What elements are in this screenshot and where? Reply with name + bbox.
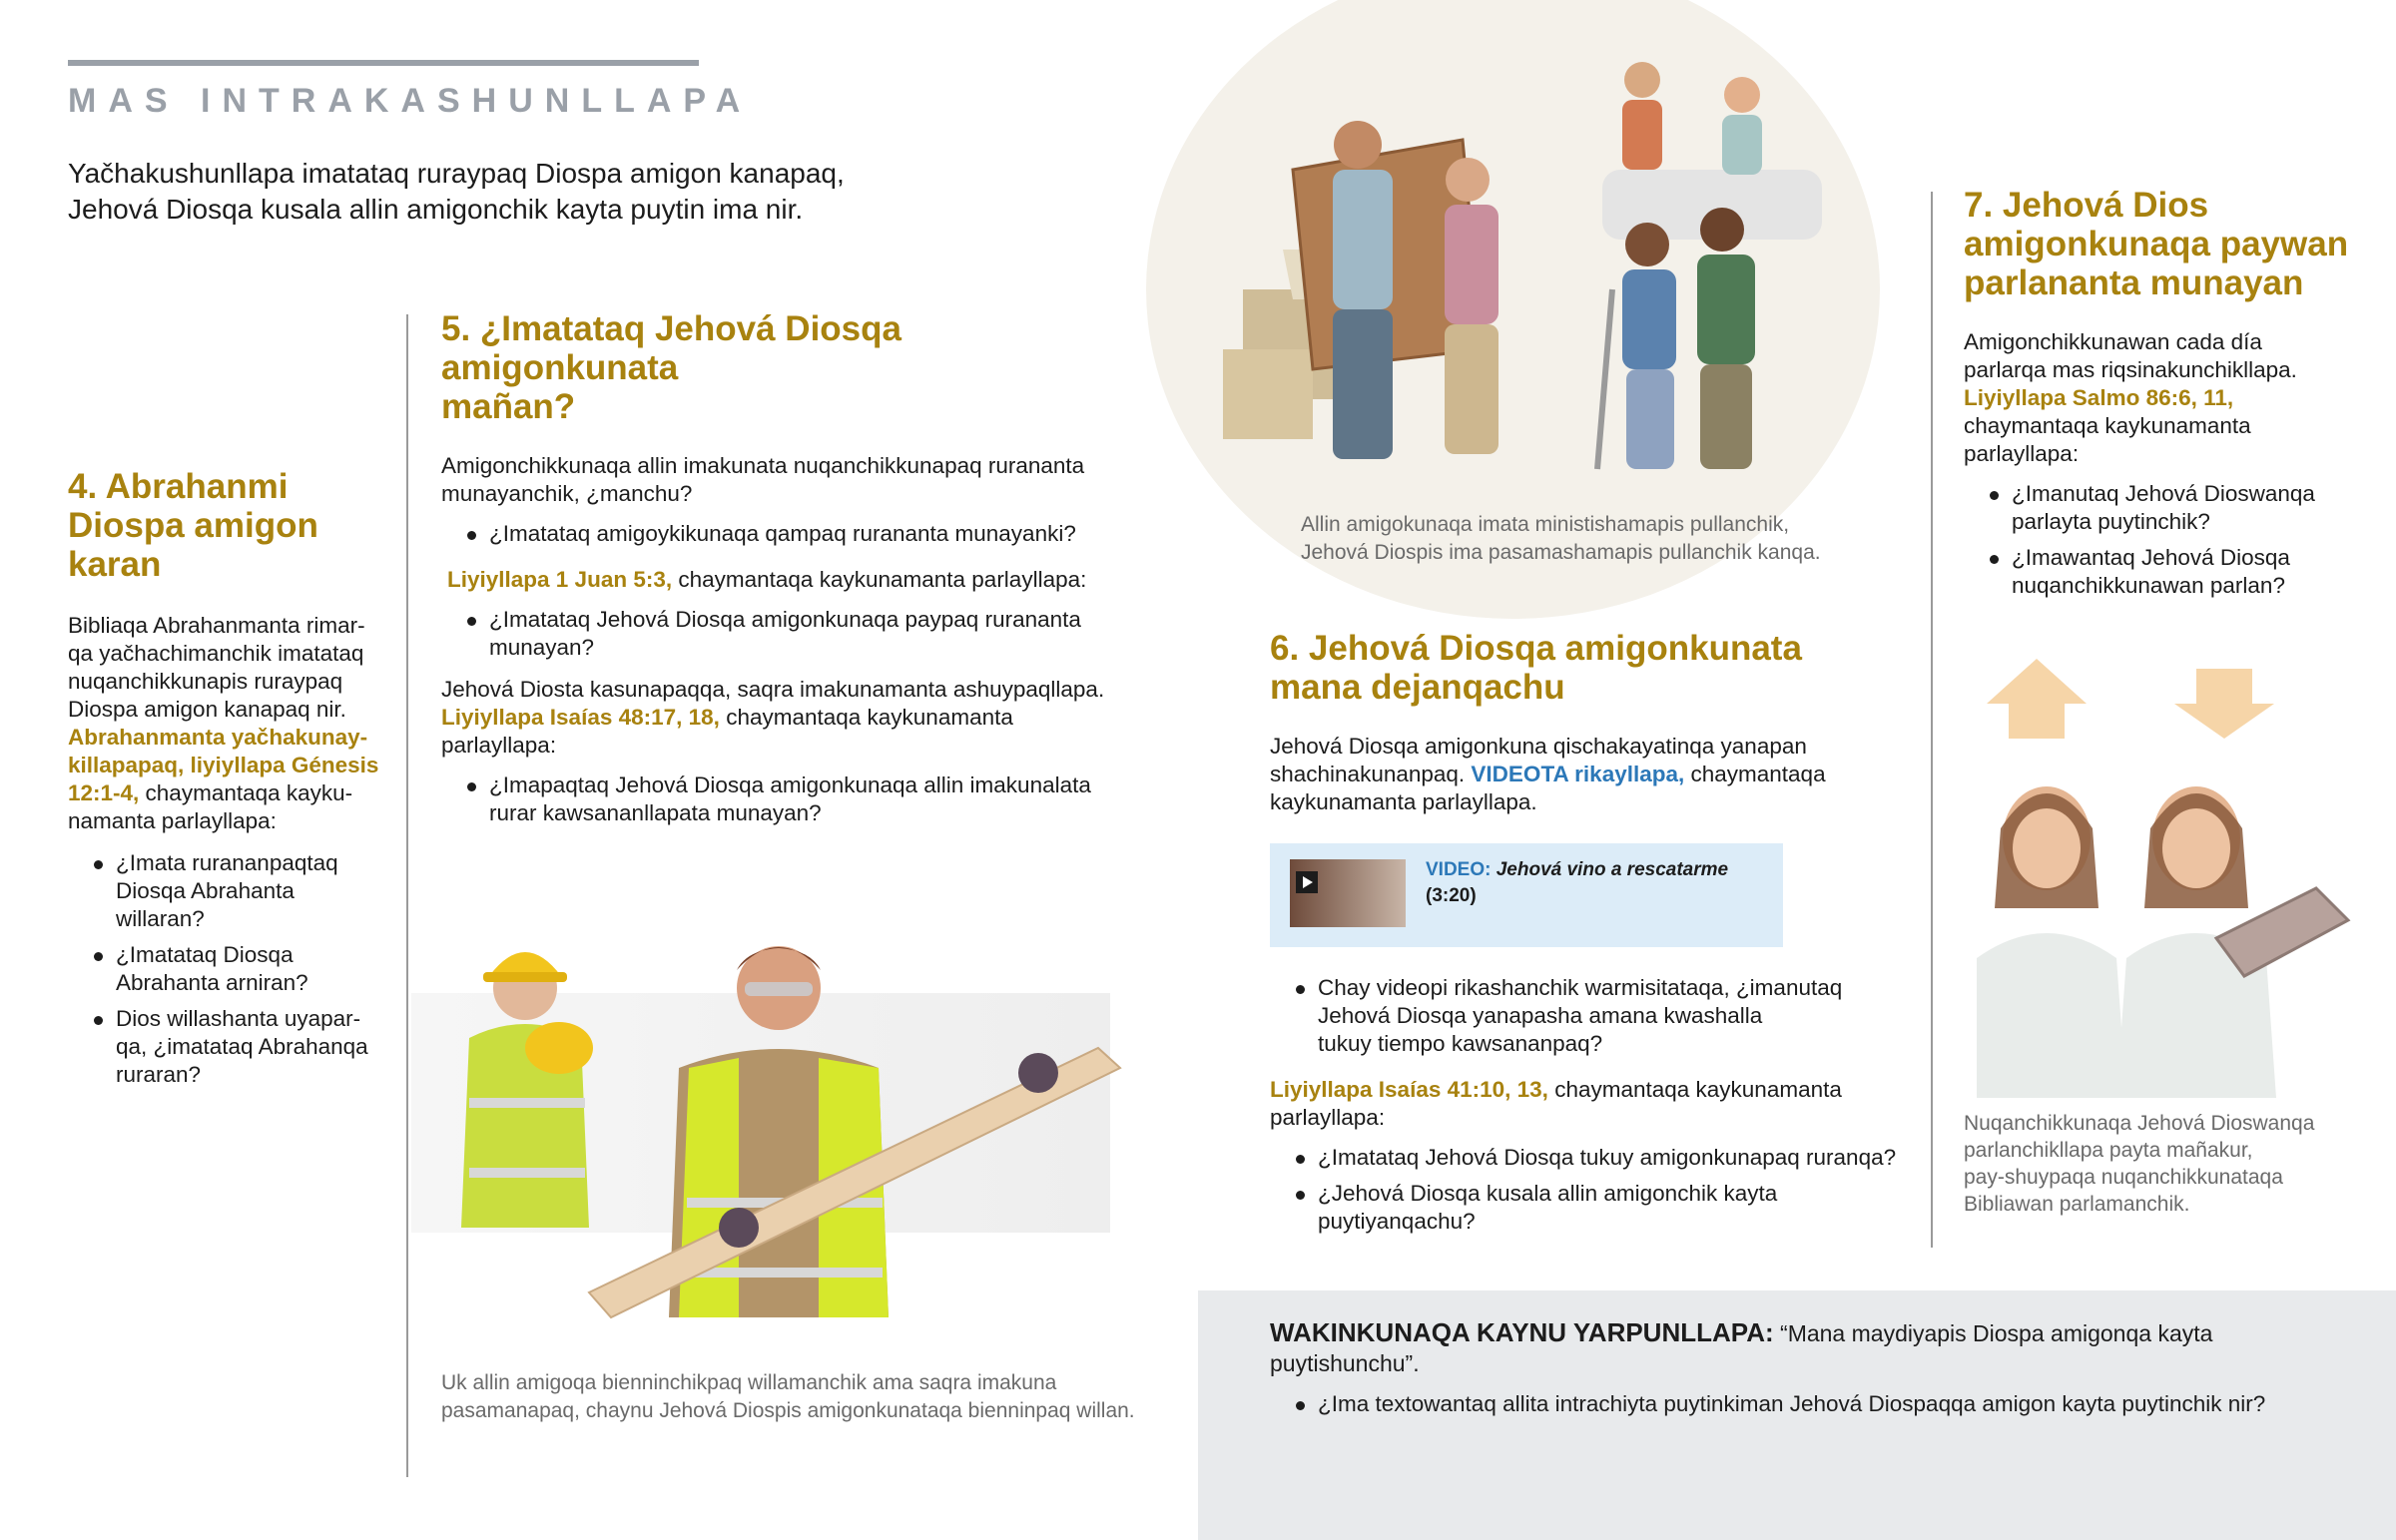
section-4-questions [68,849,387,1089]
section-5-question-3 [441,771,1140,827]
scripture-link-1-juan[interactable]: Liyiyllapa 1 Juan 5:3, [447,567,673,592]
question-line: ¿Imatataq Jehová Diosqa amigonkunaqa paypaq rurananta [489,607,1081,632]
section-5-read-1 [441,566,1140,594]
read-line: Abrahanmanta yačhakunay- [68,725,368,750]
intro-line: Jehová Diosqa kusala allin amigonchik kayta puytin ima nir. [68,194,804,225]
section-6-top-caption [1301,511,1821,567]
section-5-heading [441,309,1140,426]
caption-line: Uk allin amigoqa bienninchikpaq willamanchik ama saqra imakuna [441,1371,1057,1394]
video-info [1426,857,1728,909]
reflection-content [1270,1317,2348,1426]
question-line: ¿Imanutaq Jehová Dioswanqa [2012,481,2315,506]
heading-line: 7. Jehová Dios [1964,186,2209,225]
reflection-quote: “Mana maydiyapis Diospa amigonqa kayta [1773,1320,2213,1346]
body-line: Amigonchikkunawan cada día [1964,329,2262,354]
video-label: VIDEO: [1426,859,1492,880]
body-text: shachinakunanpaq. [1270,762,1472,786]
column-divider [406,314,408,1477]
question-line: rurar kawsananllapata munayan? [489,800,822,825]
heading-line: 5. ¿Imatataq Jehová Diosqa amigonkunata [441,309,901,387]
workers-illustration [439,898,1128,1347]
reflection-quote-line-2: puytishunchu”. [1270,1350,1420,1376]
section-5-caption [441,1369,1135,1425]
caption-line: Allin amigokunaqa imata ministishamapis pullanchik, [1301,513,1790,536]
body-line: qa yačhachimanchik imatataq [68,641,364,666]
column-divider [1931,192,1933,1248]
older-worker-figure [461,952,593,1228]
read-suffix: chaymantaqa kaykunamanta [1547,1077,1842,1102]
read-line: killapapaq, liyiyllapa Génesis [68,753,379,777]
question-item [68,849,387,933]
question-line: parlayta puytinchik? [2012,509,2210,534]
header-rule [68,60,699,66]
body-line: nuqanchikkunapis ruraypaq [68,669,343,694]
intro-line: Yačhakushunllapa imatataq ruraypaq Diospa amigon kanapaq, [68,158,845,189]
scripture-link-genesis[interactable] [68,724,387,807]
section-7-heading [1964,186,2363,302]
read-suffix: chaymantaqa kayku- [139,780,353,805]
question-line: Abrahanta arniran? [116,970,308,995]
heading-line: 6. Jehová Diosqa amigonkunata [1270,629,1802,668]
section-6 [1270,629,1909,816]
body-line: kaykunamanta parlayllapa. [1270,789,1537,814]
heading-line: parlananta munayan [1964,263,2304,302]
question-line: munayan? [489,635,595,660]
question-line: ¿Ima textowantaq allita intrachiyta puytinkiman Jehová Diospaqqa amigon kayta puytinchik nir? [1318,1391,2266,1416]
question-item [1964,544,2363,600]
section-4 [68,467,387,1097]
question-line: ¿Imatataq Diosqa [116,942,294,967]
question-item [1270,974,1909,1058]
body-line: munayanchik, ¿manchu? [441,481,693,506]
question-line: tukuy tiempo kawsananpaq? [1318,1031,1603,1056]
section-6-continued [1270,974,1909,1244]
question-item [441,771,1140,827]
video-card[interactable] [1270,843,1783,947]
body-line: parlayllapa: [1270,1105,1386,1130]
video-duration: (3:20) [1426,885,1477,906]
body-line: Jehová Diosta kasunapaqqa, saqra imakunamanta ashuypaqllapa. [441,677,1105,702]
question-line: Diosqa Abrahanta [116,878,295,903]
play-icon[interactable] [1296,871,1318,893]
scripture-link-isaias-41[interactable]: Liyiyllapa Isaías 41:10, 13, [1270,1077,1548,1102]
section-5 [441,309,1140,835]
intro-text [68,156,845,228]
section-5-paragraph-2 [441,676,1140,760]
heading-line: Diospa amigon [68,506,318,545]
body-line: namanta parlayllapa: [68,808,277,833]
body-line: Bibliaqa Abrahanmanta rimar- [68,613,365,638]
body-line: parlarqa mas riqsinakunchikllapa. [1964,357,2297,382]
video-thumbnail[interactable] [1290,859,1406,927]
caption-line: Bibliawan parlamanchik. [1964,1193,2190,1216]
question-line: ¿Jehová Diosqa kusala allin amigonchik kayta [1318,1181,1778,1206]
body-line: Amigonchikkunaqa allin imakunata nuqanchikkunapaq rurananta [441,453,1085,478]
question-line: ¿Imatataq amigoykikunaqa qampaq rurananta munayanki? [489,521,1076,546]
video-title[interactable]: Jehová vino a rescatarme [1496,859,1729,880]
heading-line: karan [68,545,162,584]
scripture-link-isaias-48[interactable]: Liyiyllapa Isaías 48:17, 18, [441,705,720,730]
section-kicker: MAS INTRAKASHUNLLAPA [68,82,753,120]
question-item [68,1005,387,1089]
caption-line: pay-shuypaqa nuqanchikkunataqa [1964,1166,2283,1189]
caption-line: pasamanapaq, chaynu Jehová Diospis amigonkunataqa bienninpaq willan. [441,1399,1135,1422]
heading-line: amigonkunaqa paywan [1964,225,2349,263]
video-link[interactable]: VIDEOTA rikayllapa, [1471,762,1685,786]
question-line: Dios willashanta uyapar- [116,1006,361,1031]
question-item [1964,480,2363,536]
section-5-question-1 [441,520,1140,548]
question-item [68,941,387,997]
section-6-intro [1270,733,1909,816]
arrow-down-icon [2174,669,2274,739]
section-7 [1964,186,2363,608]
question-line: Chay videopi rikashanchik warmisitataqa, ¿imanutaq [1318,975,1843,1000]
question-line: puytiyanqachu? [1318,1209,1476,1234]
question-item [441,606,1140,662]
question-line: ¿Imapaqtaq Jehová Diosqa amigonkunaqa allin imakunalata [489,772,1091,797]
read-suffix: chaymantaqa kaykunamanta parlayllapa: [672,567,1087,592]
read-suffix: chaymantaqa kaykunamanta [719,705,1013,730]
section-7-caption [1964,1110,2314,1218]
question-line: ruraran? [116,1062,202,1087]
question-item [1270,1390,2348,1418]
question-line: Jehová Diosqa yanapasha amana kwashalla [1318,1003,1763,1028]
question-line: ¿Imata rurananpaqtaq [116,850,338,875]
section-6-heading [1270,629,1909,707]
caption-line: Jehová Diospis ima pasamashamapis pullanchik kanqa. [1301,541,1821,564]
prayer-reading-illustration [1977,659,2376,1098]
body-text: chaymantaqa [1684,762,1826,786]
question-item [1270,1144,1909,1172]
section-7-body [1964,328,2363,468]
question-line: willaran? [116,906,205,931]
section-6-questions [1270,1144,1909,1236]
heading-line: 4. Abrahanmi [68,467,289,506]
caption-line: parlanchikllapa payta mañakur, [1964,1139,2253,1162]
section-5-question-2 [441,606,1140,662]
section-7-questions [1964,480,2363,600]
question-item [441,520,1140,548]
body-line: Diospa amigon kanapaq nir. [68,697,346,722]
question-line: qa, ¿imatataq Abrahanqa [116,1034,368,1059]
body-line: Jehová Diosqa amigonkuna qischakayatinqa yanapan [1270,734,1807,759]
caption-line: Nuqanchikkunaqa Jehová Dioswanqa [1964,1112,2315,1135]
section-5-intro [441,452,1140,508]
section-6-question-1 [1270,974,1909,1058]
section-4-body [68,612,387,835]
body-line: chaymantaqa kaykunamanta [1964,413,2251,438]
heading-line: mana dejanqachu [1270,668,1565,707]
body-line: parlayllapa: [441,733,557,758]
heading-line: mañan? [441,387,576,426]
question-item [1270,1180,1909,1236]
reflection-label: WAKINKUNAQA KAYNU YARPUNLLAPA: [1270,1317,1774,1347]
section-6-read [1270,1076,1909,1132]
read-line: 12:1-4, [68,780,140,805]
question-line: nuqanchikkunawan parlan? [2012,573,2285,598]
scripture-link-salmo[interactable]: Liyiyllapa Salmo 86:6, 11, [1964,385,2234,410]
section-4-heading [68,467,387,584]
question-line: ¿Imatataq Jehová Diosqa tukuy amigonkunapaq ruranqa? [1318,1145,1897,1170]
reflection-questions [1270,1390,2348,1418]
question-line: ¿Imawantaq Jehová Diosqa [2012,545,2290,570]
arrow-up-icon [1987,659,2087,739]
body-line: parlayllapa: [1964,441,2080,466]
friends-helping-illustration [1223,50,1842,479]
